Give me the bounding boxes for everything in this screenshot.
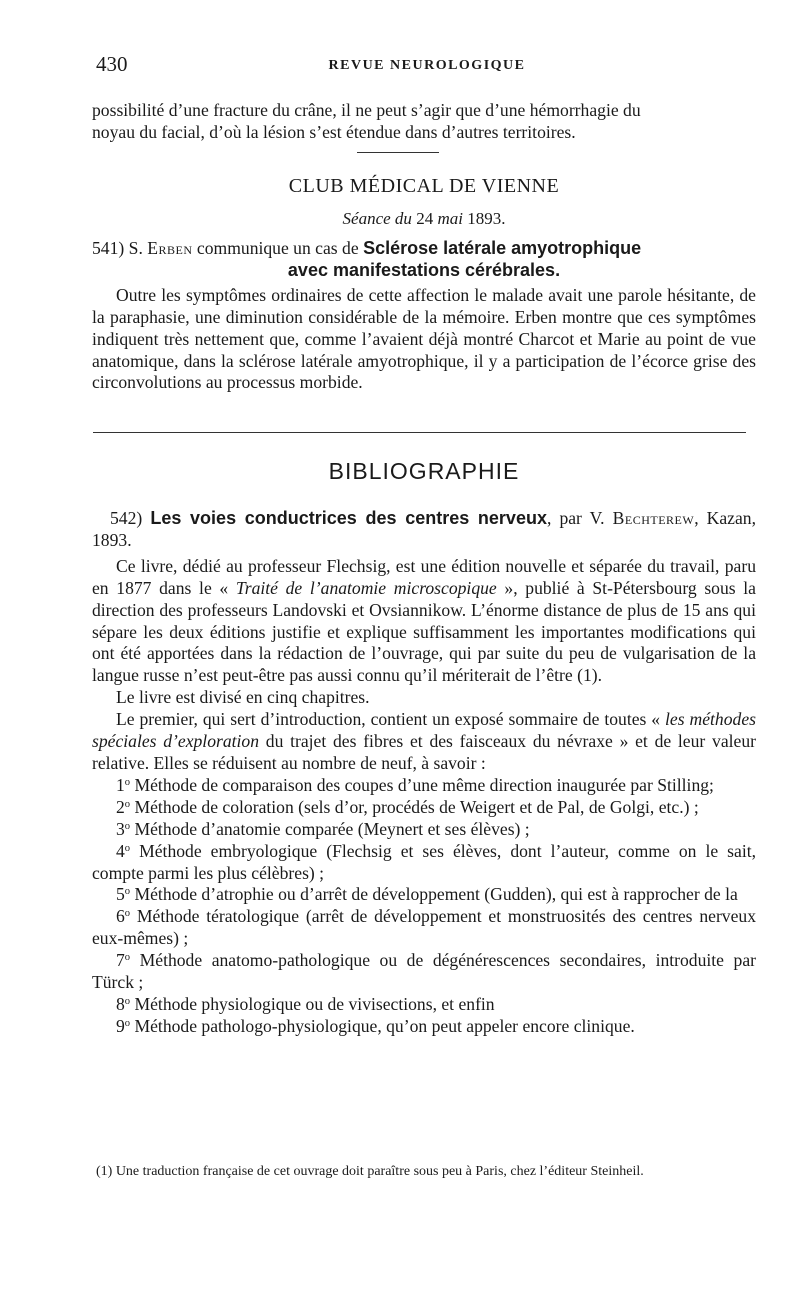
method-text: Méthode d’anatomie comparée (Meynert et ses élèves) ; [134, 818, 530, 839]
methods-list [92, 775, 756, 1038]
session-month: mai [437, 209, 463, 228]
section-divider [93, 432, 746, 433]
book-author: Bechterew [612, 508, 695, 528]
method-ordinal: o [124, 777, 131, 789]
abstract-number: 541) [92, 238, 125, 258]
footnote [92, 1162, 756, 1181]
method-number: 3 [116, 818, 125, 839]
short-divider [357, 152, 439, 153]
session-date [92, 208, 756, 230]
method-number: 8 [116, 993, 125, 1014]
para-1-text-b: », publié à St-Pétersbourg sous la direction des professeurs Landovski et Ovsiannikow. L’énorme distance de plus de 15 ans qui sépare les deux éditions justifie et explique suffisamment les importantes modifications qui ont été apportées dans la rédaction de l’ouvrage, qui par suite du peu de vulgarisation de la langue russe n’est peut-être pas aussi connu qu’il mériterait de l’être (1). [92, 577, 756, 686]
session-year: 1893. [467, 209, 506, 228]
abstract-verb: communique un cas de [196, 238, 359, 258]
abstract-title-2: avec manifestations cérébrales. [287, 259, 561, 280]
intro-paragraph [92, 100, 756, 144]
method-ordinal: o [124, 886, 131, 898]
method-item [92, 906, 756, 950]
method-text: Méthode de comparaison des coupes d’une même direction inaugurée par Stilling; [134, 774, 714, 795]
cited-work: Traité de l’anatomie microscopique [235, 577, 497, 598]
intro-line-2: noyau du facial, d’où la lésion s’est étendue dans d’autres territoires. [92, 121, 576, 142]
method-text: Méthode embryologique (Flechsig et ses élèves, dont l’auteur, comme on le sait, compte parmi les plus célèbres) ; [92, 840, 756, 883]
method-ordinal: o [124, 820, 131, 832]
book-place: , Kazan, 1893. [92, 508, 756, 550]
method-text: Méthode pathologo-physiologique, qu’on peut appeler encore clinique. [134, 1015, 635, 1036]
method-item [92, 797, 756, 819]
method-ordinal: o [124, 842, 131, 854]
page-number: 430 [96, 52, 128, 76]
method-item [92, 819, 756, 841]
abstract-542-para-2: Le livre est divisé en cinq chapitres. [116, 687, 370, 708]
abstract-541 [92, 238, 756, 394]
book-title: Les voies conductrices des centres nerveux [150, 508, 547, 528]
para-3-text-b: du trajet des fibres et des faisceaux du névraxe » et de leur valeur relative. Elles se réduisent au nombre de neuf, à savoir : [92, 731, 756, 773]
footnote-text: (1) Une traduction française de cet ouvrage doit paraître sous peu à Paris, chez l’éditeur Steinheil. [96, 1164, 644, 1179]
page-header [96, 52, 758, 82]
method-text: Méthode d’atrophie ou d’arrêt de développement (Gudden), qui est à rapprocher de la [134, 884, 738, 905]
method-number: 2 [116, 796, 125, 817]
running-title: REVUE NEUROLOGIQUE [328, 58, 526, 73]
method-number: 1 [116, 774, 125, 795]
method-number: 4 [116, 840, 125, 861]
abstract-number: 542) [110, 508, 143, 528]
method-ordinal: o [124, 952, 131, 964]
method-item [92, 950, 756, 994]
method-ordinal: o [124, 798, 131, 810]
book-by: , par V. [546, 508, 605, 528]
abstract-541-title-2 [92, 260, 756, 282]
para-3-text-a: Le premier, qui sert d’introduction, contient un exposé sommaire de toutes « [116, 709, 661, 730]
method-item [92, 994, 756, 1016]
method-text: Méthode tératologique (arrêt de développement et monstruosités des centres nerveux eux-mêmes) ; [92, 906, 756, 949]
abstract-541-heading [92, 238, 756, 260]
abstract-542-para-3 [92, 709, 756, 775]
method-ordinal: o [124, 996, 131, 1008]
method-number: 7 [116, 950, 125, 971]
abstract-542 [92, 508, 756, 1038]
abstract-542-heading [92, 508, 756, 552]
method-item [92, 841, 756, 885]
para-3-italic: les méthodes spéciales d’exploration [92, 709, 756, 752]
method-number: 5 [116, 884, 125, 905]
method-text: Méthode physiologique ou de vivisections, et enfin [134, 993, 495, 1014]
author-name: Erben [147, 238, 193, 258]
method-ordinal: o [124, 908, 131, 920]
para-1-text-a: Ce livre, dédié au professeur Flechsig, est une édition nouvelle et séparée du travail, paru en 1877 dans le « [92, 555, 756, 598]
method-item [92, 1016, 756, 1038]
author-initial: S. [128, 238, 143, 258]
method-ordinal: o [124, 1018, 131, 1030]
session-day: 24 [416, 209, 434, 228]
method-item [92, 884, 756, 906]
method-text: Méthode anatomo-pathologique ou de dégénérescences secondaires, introduite par Türck ; [92, 950, 756, 993]
abstract-title-1: Sclérose latérale amyotrophique [363, 238, 642, 258]
section-title: BIBLIOGRAPHIE [328, 458, 520, 484]
method-number: 6 [116, 906, 125, 927]
abstract-542-para-1 [92, 556, 756, 687]
session-prefix: Séance du [342, 209, 412, 228]
method-text: Méthode de coloration (sels d’or, procédés de Weigert et de Pal, de Golgi, etc.) ; [134, 796, 699, 817]
method-number: 9 [116, 1015, 125, 1036]
method-item [92, 775, 756, 797]
intro-line-1: possibilité d’une fracture du crâne, il ne peut s’agir que d’une hémorrhagie du [92, 100, 641, 120]
club-title: CLUB MÉDICAL DE VIENNE [288, 175, 560, 197]
abstract-541-body: Outre les symptômes ordinaires de cette affection le malade avait une parole hésitante, de la paraphasie, une diminution considérable de la mémoire. Erben montre que ces symptômes indiquent très nettement que, comme l’avaient déjà montré Charcot et Marie au point de vue anatomique, dans la sclérose latérale amyotrophique, il y a participation de l’écorce grise des circonvolutions au processus morbide. [92, 284, 756, 393]
